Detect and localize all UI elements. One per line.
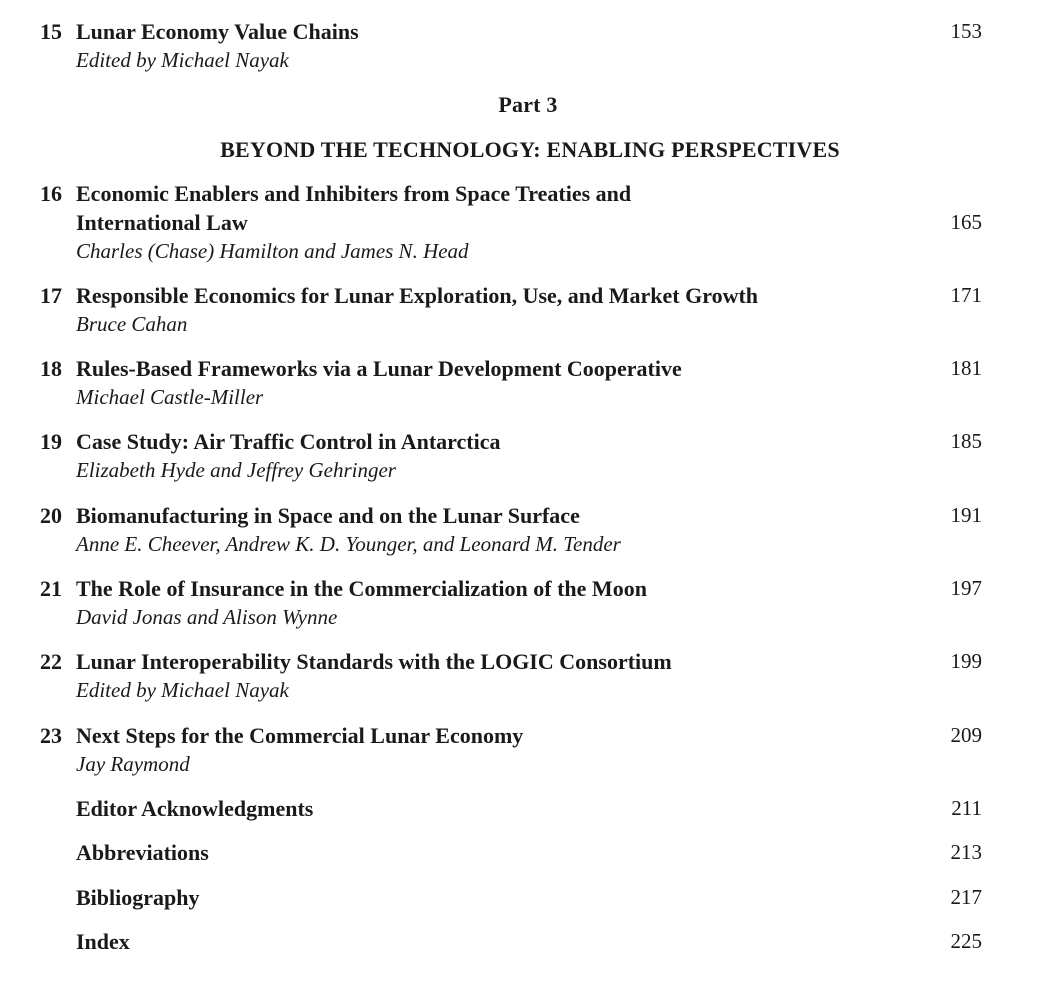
chapter-title: Responsible Economics for Lunar Exploration, Use, and Market Growth xyxy=(76,283,759,308)
toc-entry-20[interactable] xyxy=(0,501,1056,559)
chapter-title-line-2: International Law xyxy=(76,210,248,235)
toc-entry-18[interactable] xyxy=(0,354,1056,412)
page-number: 217 xyxy=(950,885,982,909)
chapter-author: David Jonas and Alison Wynne xyxy=(76,605,338,629)
back-matter-title: Abbreviations xyxy=(76,840,209,865)
back-matter-title: Bibliography xyxy=(76,885,200,910)
chapter-author: Jay Raymond xyxy=(76,752,190,776)
chapter-number: 17 xyxy=(40,283,62,308)
part-title: BEYOND THE TECHNOLOGY: ENABLING PERSPECTIVES xyxy=(220,137,840,162)
page-number: 197 xyxy=(950,576,982,600)
chapter-title-line-1: Economic Enablers and Inhibiters from Space Treaties and xyxy=(76,181,632,206)
chapter-author: Anne E. Cheever, Andrew K. D. Younger, and Leonard M. Tender xyxy=(76,532,621,556)
toc-entry-19[interactable] xyxy=(0,427,1056,485)
page-number: 211 xyxy=(951,796,982,820)
chapter-number: 19 xyxy=(40,429,62,454)
chapter-title: Next Steps for the Commercial Lunar Economy xyxy=(76,723,524,748)
chapter-number: 22 xyxy=(40,649,62,674)
back-matter-title: Index xyxy=(76,929,130,954)
chapter-author: Edited by Michael Nayak xyxy=(76,48,289,72)
chapter-author: Edited by Michael Nayak xyxy=(76,678,289,702)
chapter-title: Rules-Based Frameworks via a Lunar Development Cooperative xyxy=(76,356,682,381)
chapter-author: Charles (Chase) Hamilton and James N. Head xyxy=(76,239,469,263)
chapter-number: 23 xyxy=(40,723,62,748)
chapter-number: 20 xyxy=(40,503,62,528)
chapter-author: Michael Castle-Miller xyxy=(76,385,264,409)
chapter-number: 16 xyxy=(40,181,62,206)
page-number: 165 xyxy=(950,210,982,234)
chapter-number: 21 xyxy=(40,576,62,601)
chapter-title: Case Study: Air Traffic Control in Antarctica xyxy=(76,429,501,454)
chapter-number: 18 xyxy=(40,356,62,381)
page-number: 191 xyxy=(950,503,982,527)
chapter-number: 15 xyxy=(40,19,62,44)
toc-entry-23[interactable] xyxy=(0,721,1056,779)
chapter-author: Bruce Cahan xyxy=(76,312,188,336)
page-number: 171 xyxy=(950,283,982,307)
chapter-title: The Role of Insurance in the Commercialization of the Moon xyxy=(76,576,647,601)
page-number: 213 xyxy=(950,840,982,864)
toc-entry-15[interactable] xyxy=(0,17,1056,75)
back-matter-title: Editor Acknowledgments xyxy=(76,796,314,821)
chapter-title: Lunar Interoperability Standards with the LOGIC Consortium xyxy=(76,649,672,674)
toc-entry-index[interactable] xyxy=(0,927,1056,956)
chapter-author: Elizabeth Hyde and Jeffrey Gehringer xyxy=(76,458,396,482)
page-number: 185 xyxy=(950,429,982,453)
page-number: 199 xyxy=(950,649,982,673)
toc-entry-22[interactable] xyxy=(0,647,1056,705)
toc-entry-21[interactable] xyxy=(0,574,1056,632)
page-number: 181 xyxy=(950,356,982,380)
toc-entry-16[interactable] xyxy=(0,179,1056,266)
toc-entry-abbreviations[interactable] xyxy=(0,838,1056,867)
part-label: Part 3 xyxy=(498,92,558,117)
toc-entry-bibliography[interactable] xyxy=(0,883,1056,912)
toc-entry-17[interactable] xyxy=(0,281,1056,339)
chapter-title: Biomanufacturing in Space and on the Lunar Surface xyxy=(76,503,580,528)
page-number: 153 xyxy=(950,19,982,43)
page-number: 209 xyxy=(950,723,982,747)
toc-entry-acknowledgments[interactable] xyxy=(0,794,1056,823)
page-number: 225 xyxy=(950,929,982,953)
chapter-title: Lunar Economy Value Chains xyxy=(76,19,359,44)
